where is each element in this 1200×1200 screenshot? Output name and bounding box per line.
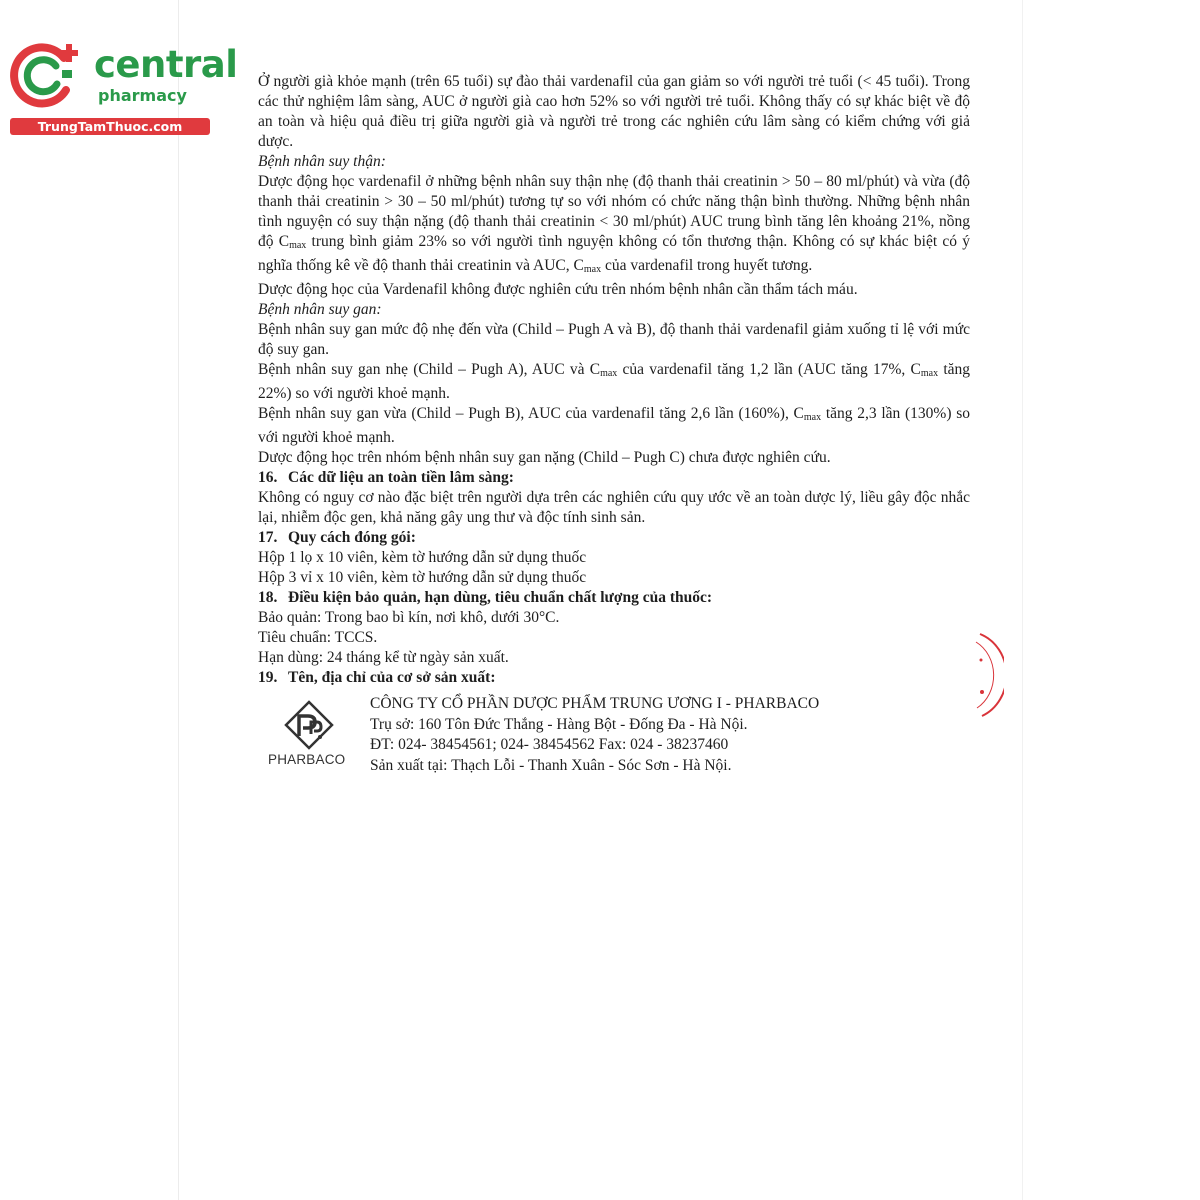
- phone-fax: ĐT: 024- 38454561; 024- 38454562 Fax: 024 - 38237460: [370, 736, 729, 753]
- page-edge-right: [1022, 0, 1023, 1200]
- paragraph-hepatic-severe: Dược động học trên nhóm bệnh nhân suy gan nặng (Child – Pugh C) chưa được nghiên cứu.: [258, 449, 831, 466]
- manufacturer-block: [262, 694, 982, 784]
- page-edge: [178, 0, 179, 1200]
- storage-line: Bảo quản: Trong bao bì kín, nơi khô, dưới 30°C.: [258, 609, 560, 626]
- paragraph-hepatic-moderate: Bệnh nhân suy gan vừa (Child – Pugh B), AUC của vardenafil tăng 2,6 lần (160%), $C_{max}$ tăng 2,3 lần (130%) so với người khoẻ mạnh.: [258, 405, 970, 446]
- section-16-body: Không có nguy cơ nào đặc biệt trên người dựa trên các nghiên cứu quy ước về an toàn dược lý, liều gây độc nhắc lại, nhiễm độc gen, khả năng gây ung thư và độc tính sinh sản.: [258, 489, 970, 526]
- packaging-line: Hộp 3 vỉ x 10 viên, kèm tờ hướng dẫn sử dụng thuốc: [258, 569, 587, 586]
- central-pharmacy-logo[interactable]: [10, 40, 238, 136]
- standard-line: Tiêu chuẩn: TCCS.: [258, 629, 378, 646]
- paragraph-dialysis: Dược động học của Vardenafil không được nghiên cứu trên nhóm bệnh nhân cần thẩm tách máu.: [258, 281, 858, 298]
- section-19-heading: 19. Tên, địa chỉ của cơ sở sản xuất:: [258, 669, 496, 686]
- section-16-heading: 16. Các dữ liệu an toàn tiền lâm sàng:: [258, 469, 514, 486]
- central-logo-mark-icon: [10, 40, 82, 110]
- paragraph-hepatic-mild: Bệnh nhân suy gan nhẹ (Child – Pugh A), AUC và $C_{max}$ của vardenafil tăng 1,2 lần (AUC tăng 17%, $C_{max}$ tăng 22%) so với người khoẻ mạnh.: [258, 361, 971, 402]
- subheading-renal: Bệnh nhân suy thận:: [258, 153, 386, 170]
- pharbaco-logo-icon: [284, 700, 334, 750]
- document-body: [258, 72, 970, 688]
- pharbaco-logo-caption: PHARBACO: [268, 752, 346, 767]
- subheading-hepatic: Bệnh nhân suy gan:: [258, 301, 382, 318]
- paragraph-hepatic-general: Bệnh nhân suy gan mức độ nhẹ đến vừa (Child – Pugh A và B), độ thanh thải vardenafil giảm xuống tỉ lệ với mức độ suy gan.: [258, 321, 970, 358]
- shelf-life-line: Hạn dùng: 24 tháng kể từ ngày sản xuất.: [258, 649, 509, 666]
- paragraph-renal: Dược động học vardenafil ở những bệnh nhân suy thận nhẹ (độ thanh thải creatinin > 50 – 80 ml/phút) và vừa (độ thanh thải creatinin > 30 – 50 ml/phút) tương tự so với nhóm có chức năng thận bình thường. Những bệnh nhân tình nguyện có suy thận nặng (độ thanh thải creatinin < 30 ml/phút) AUC trung bình tăng lên khoảng 21%, nồng độ $C_{max}$ trung bình giảm 23% so với người tình nguyện không có tổn thương thận. Không có sự khác biệt có ý nghĩa thống kê về độ thanh thải creatinin và AUC, $C_{max}$ của vardenafil trong huyết tương.: [258, 173, 970, 275]
- manufacturer-details: [370, 694, 819, 776]
- logo-website-banner[interactable]: TrungTamThuoc.com: [10, 118, 210, 135]
- factory-address: Sản xuất tại: Thạch Lỗi - Thanh Xuân - Sóc Sơn - Hà Nội.: [370, 756, 732, 774]
- section-18-heading: 18. Điều kiện bảo quản, hạn dùng, tiêu chuẩn chất lượng của thuốc:: [258, 589, 713, 606]
- logo-subtitle: pharmacy: [98, 86, 187, 105]
- section-17-heading: 17. Quy cách đóng gói:: [258, 529, 416, 546]
- head-office-address: Trụ sở: 160 Tôn Đức Thắng - Hàng Bột - Đống Đa - Hà Nội.: [370, 715, 748, 733]
- paragraph-elderly: Ở người già khỏe mạnh (trên 65 tuổi) sự đào thải vardenafil của gan giảm so với người trẻ tuổi (< 45 tuổi). Trong các thử nghiệm lâm sàng, AUC ở người già cao hơn 52% so với người trẻ tuổi. Không thấy có sự khác biệt về độ an toàn và hiệu quả điều trị giữa người già và người trẻ trong các nghiên cứu lâm sàng có kiểm chứng với giả dược.: [258, 73, 970, 150]
- red-stamp-fragment: [974, 630, 1004, 720]
- packaging-line: Hộp 1 lọ x 10 viên, kèm tờ hướng dẫn sử dụng thuốc: [258, 549, 587, 566]
- company-name: CÔNG TY CỔ PHẦN DƯỢC PHẨM TRUNG ƯƠNG I - PHARBACO: [370, 695, 820, 712]
- logo-name: central: [94, 43, 238, 86]
